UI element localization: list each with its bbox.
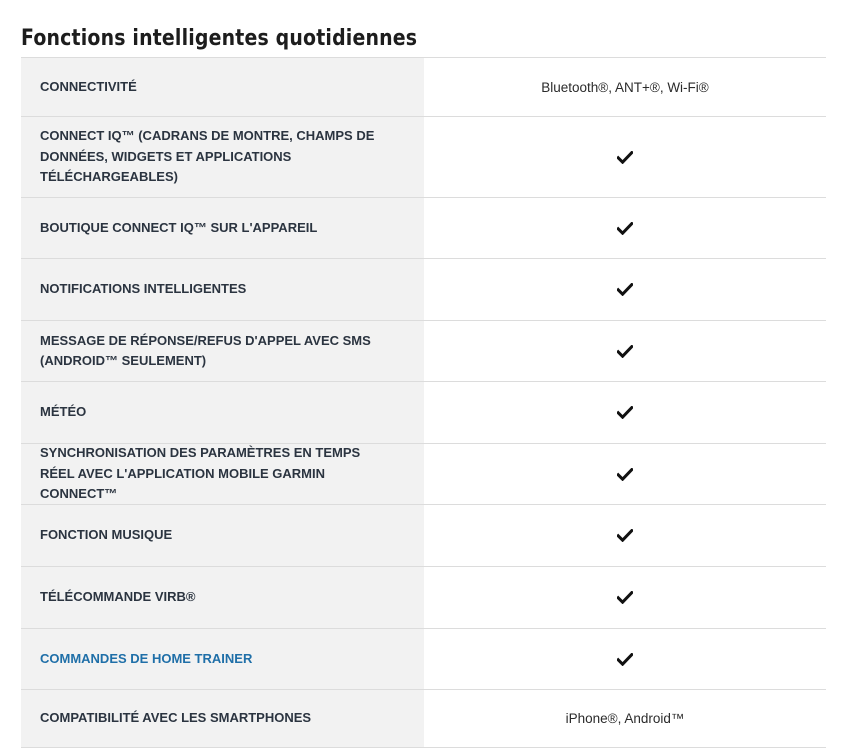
spec-row [21,58,826,117]
spec-value [424,444,826,504]
spec-row [21,690,826,748]
spec-value [424,505,826,566]
checkmark-icon [617,406,633,419]
spec-row [21,259,826,321]
spec-row [21,444,826,505]
spec-value [424,259,826,320]
spec-label-link[interactable]: COMMANDES DE HOME TRAINER [21,629,424,689]
spec-label: NOTIFICATIONS INTELLIGENTES [21,259,424,320]
spec-row [21,629,826,690]
spec-value [424,629,826,689]
spec-row [21,198,826,259]
checkmark-icon [617,591,633,604]
checkmark-icon [617,529,633,542]
specs-table [21,57,826,748]
spec-value: Bluetooth®, ANT+®, Wi-Fi® [541,79,709,95]
spec-label: TÉLÉCOMMANDE VIRB® [21,567,424,628]
checkmark-icon [617,283,633,296]
spec-label: MÉTÉO [21,382,424,443]
spec-value [424,117,826,197]
spec-label: FONCTION MUSIQUE [21,505,424,566]
checkmark-icon [617,151,633,164]
checkmark-icon [617,222,633,235]
spec-value [424,382,826,443]
checkmark-icon [617,653,633,666]
section-title: Fonctions intelligentes quotidiennes [21,26,418,52]
spec-value [424,321,826,381]
spec-label: BOUTIQUE CONNECT IQ™ SUR L'APPAREIL [21,198,424,258]
spec-row [21,505,826,567]
spec-value [424,198,826,258]
spec-row [21,117,826,198]
spec-label: COMPATIBILITÉ AVEC LES SMARTPHONES [21,690,424,747]
spec-value: iPhone®, Android™ [565,711,685,726]
spec-value [424,567,826,628]
spec-row [21,382,826,444]
checkmark-icon [617,345,633,358]
spec-label: SYNCHRONISATION DES PARAMÈTRES EN TEMPS RÉEL AVEC L'APPLICATION MOBILE GARMIN CONNECT™ [21,444,424,504]
spec-row [21,321,826,382]
checkmark-icon [617,468,633,481]
spec-row [21,567,826,629]
spec-label: CONNECTIVITÉ [21,58,424,116]
spec-label: MESSAGE DE RÉPONSE/REFUS D'APPEL AVEC SMS (ANDROID™ SEULEMENT) [21,321,424,381]
spec-label: CONNECT IQ™ (CADRANS DE MONTRE, CHAMPS DE DONNÉES, WIDGETS ET APPLICATIONS TÉLÉCHARGEABLES) [21,117,424,197]
